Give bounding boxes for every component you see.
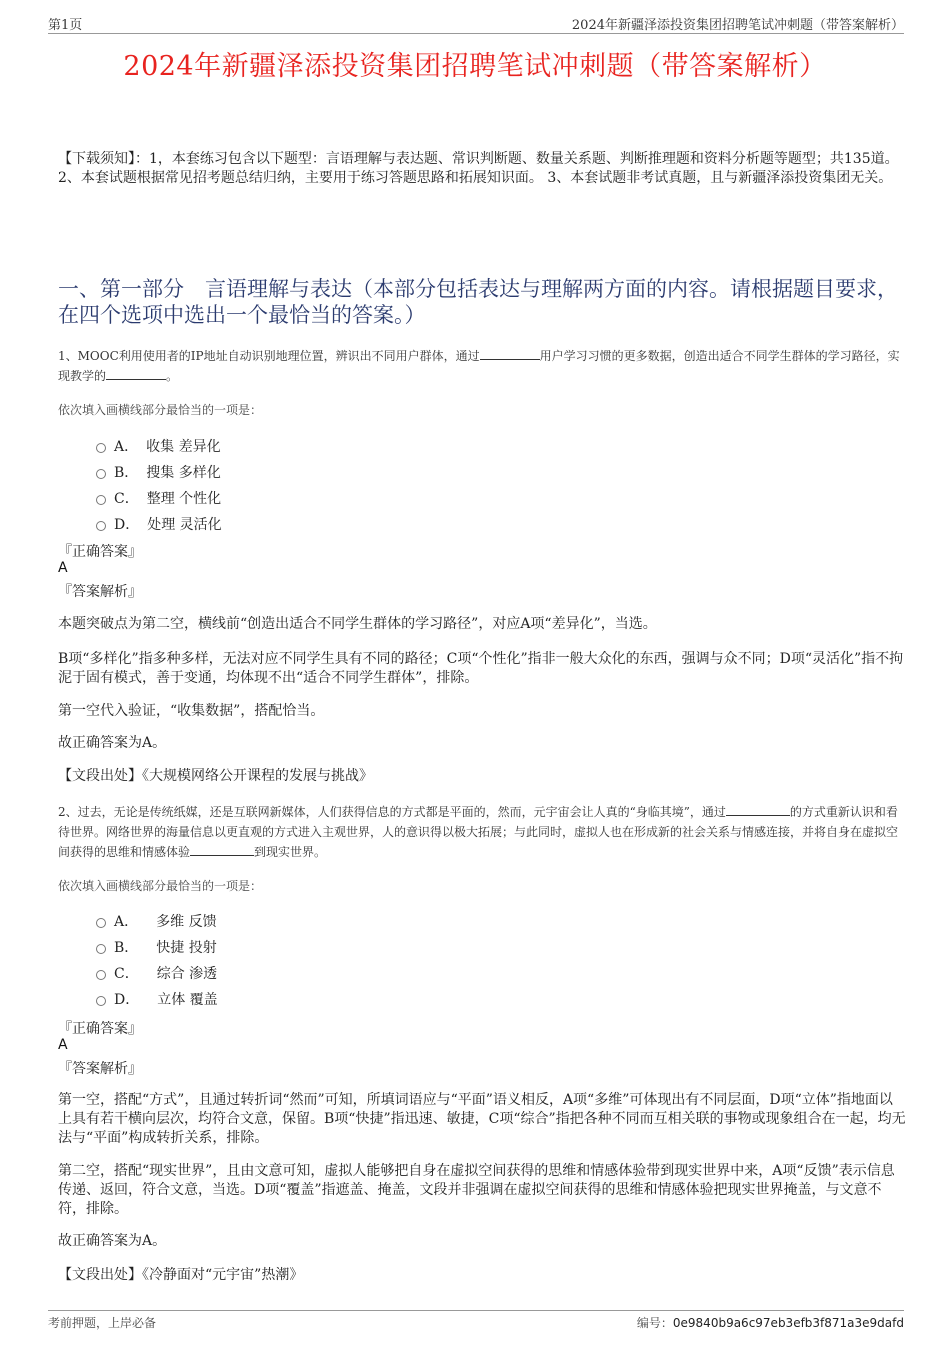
analysis-paragraph: 第一空代入验证，“收集数据”，搭配恰当。 [58,703,325,719]
option-letter: B． [114,940,139,956]
blank-2 [190,844,254,856]
section-title: 一、第一部分 言语理解与表达（本部分包括表达与理解两方面的内容。请根据题目要求，在四个选项中选出一个最恰当的答案。） [58,277,898,327]
question-1-text-part-a: 1、MOOC利用使用者的IP地址自动识别地理位置，辨识出不同用户群体，通过 [58,349,480,363]
correct-answer-value: A [58,560,68,576]
option-b[interactable] [96,459,222,485]
radio-icon[interactable] [96,469,106,479]
option-letter: C． [114,491,139,507]
footer-id-code: 0e9840b9a6c97eb3efb3f871a3e9dafd [672,1316,904,1330]
option-letter: A． [114,914,139,930]
option-text: 整理 个性化 [146,491,222,507]
question-1-text-part-c: 。 [166,369,179,383]
option-d[interactable] [96,986,218,1012]
radio-icon[interactable] [96,944,106,954]
option-c[interactable] [96,960,218,986]
question-2-text [58,802,906,862]
blank-2 [106,368,166,380]
correct-answer-label: 『正确答案』 [58,1021,142,1037]
option-letter: A． [114,439,139,455]
footer-slogan: 考前押题，上岸必备 [48,1316,157,1330]
option-text: 综合 渗透 [156,966,218,982]
header-doc-title: 2024年新疆泽添投资集团招聘笔试冲刺题（带答案解析） [571,18,904,33]
question-1-text [58,346,906,386]
question-2-instruction: 依次填入画横线部分最恰当的一项是： [58,879,263,893]
radio-icon[interactable] [96,443,106,453]
analysis-paragraph: B项“多样化”指多种多样，无法对应不同学生具有不同的路径；C项“个性化”指非一般大众化的东西，强调与众不同；D项“灵活化”指不拘泥于固有模式，善于变通，均体现不出“适合不同学生群体”，排除。 [58,651,904,686]
analysis-paragraph: 本题突破点为第二空，横线前“创造出适合不同学生群体的学习路径”，对应A项“差异化”，当选。 [58,616,657,632]
correct-answer-value: A [58,1037,68,1053]
option-text: 收集 差异化 [146,439,221,455]
option-text: 搜集 多样化 [146,465,221,481]
radio-icon[interactable] [96,918,106,928]
blank-1 [726,804,790,816]
option-text: 处理 灵活化 [147,517,222,533]
page-header [48,12,904,34]
radio-icon[interactable] [96,521,106,531]
download-notice: 【下载须知】：1，本套练习包含以下题型：言语理解与表达题、常识判断题、数量关系题、判断推理题和资料分析题等题型；共135道。 2、本套试题根据常见招考题总结归纳，主要用于练习答题思路和拓展知识面。 3、本套试题非考试真题，且与新疆泽添投资集团无关。 [58,151,899,186]
question-2-options [96,908,218,1012]
correct-answer-label: 『正确答案』 [58,544,142,560]
analysis-paragraph: 故正确答案为A。 [58,1233,167,1249]
option-c[interactable] [96,485,222,511]
option-d[interactable] [96,511,222,537]
option-letter: D． [114,992,140,1008]
option-b[interactable] [96,934,218,960]
analysis-paragraph: 故正确答案为A。 [58,735,167,751]
option-letter: D． [114,517,140,533]
analysis-paragraph: 第二空，搭配“现实世界”，且由文意可知，虚拟人能够把自身在虚拟空间获得的思维和情感体验带到现实世界中来，A项“反馈”表示信息传递、返回，符合文意，当选。D项“覆盖”指遮盖、掩盖，文段并非强调在虚拟空间获得的思维和情感体验把现实世界掩盖，与文意不符，排除。 [58,1163,895,1217]
option-a[interactable] [96,908,218,934]
document-title: 2024年新疆泽添投资集团招聘笔试冲刺题（带答案解析） [123,51,827,82]
footer-divider [48,1310,904,1311]
question-1-options [96,433,222,537]
blank-1 [480,348,540,360]
option-text: 立体 覆盖 [157,992,218,1008]
option-a[interactable] [96,433,222,459]
source-citation: 【文段出处】《大规模网络公开课程的发展与挑战》 [58,768,373,784]
footer-doc-id [637,1314,904,1331]
radio-icon[interactable] [96,996,106,1006]
question-2-text-part-b: 的方式重新认识和看待世界。网络世界的海量信息以更直观的方式进入主观世界，人的意识得以极大拓展；与此同时，虚拟人也在形成新的社会关系与情感连接，并将自身在虚拟空间获得的思维和情感体验 [58,805,899,859]
footer-id-label: 编号： [636,1316,673,1330]
analysis-paragraph: 第一空，搭配“方式”，且通过转折词“然而”可知，所填词语应与“平面”语义相反，A项“多维”可体现出有不同层面，D项“立体”指地面以上具有若干横向层次，均符合文意，保留。B项“快捷”指迅速、敏捷，C项“综合”指把各种不同而互相关联的事物或现象组合在一起，均无法与“平面”构成转折关系，排除。 [58,1092,906,1146]
source-citation: 【文段出处】《冷静面对“元宇宙”热潮》 [58,1267,304,1283]
question-2-text-part-c: 到现实世界。 [254,845,327,859]
question-1-instruction: 依次填入画横线部分最恰当的一项是： [58,403,263,417]
radio-icon[interactable] [96,970,106,980]
option-text: 快捷 投射 [156,940,217,956]
question-2-text-part-a: 2、过去，无论是传统纸媒，还是互联网新媒体，人们获得信息的方式都是平面的，然而，元宇宙会让人真的“身临其境”，通过 [58,805,726,819]
page-number: 第1页 [48,18,83,33]
question-1-text-part-b: 用户学习习惯的更多数据，创造出适合不同学生群体的学习路径，实现教学的 [58,349,900,383]
option-letter: B． [114,465,139,481]
analysis-label: 『答案解析』 [58,1061,142,1077]
radio-icon[interactable] [96,495,106,505]
option-letter: C． [114,966,139,982]
option-text: 多维 反馈 [156,914,217,930]
analysis-label: 『答案解析』 [58,584,142,600]
